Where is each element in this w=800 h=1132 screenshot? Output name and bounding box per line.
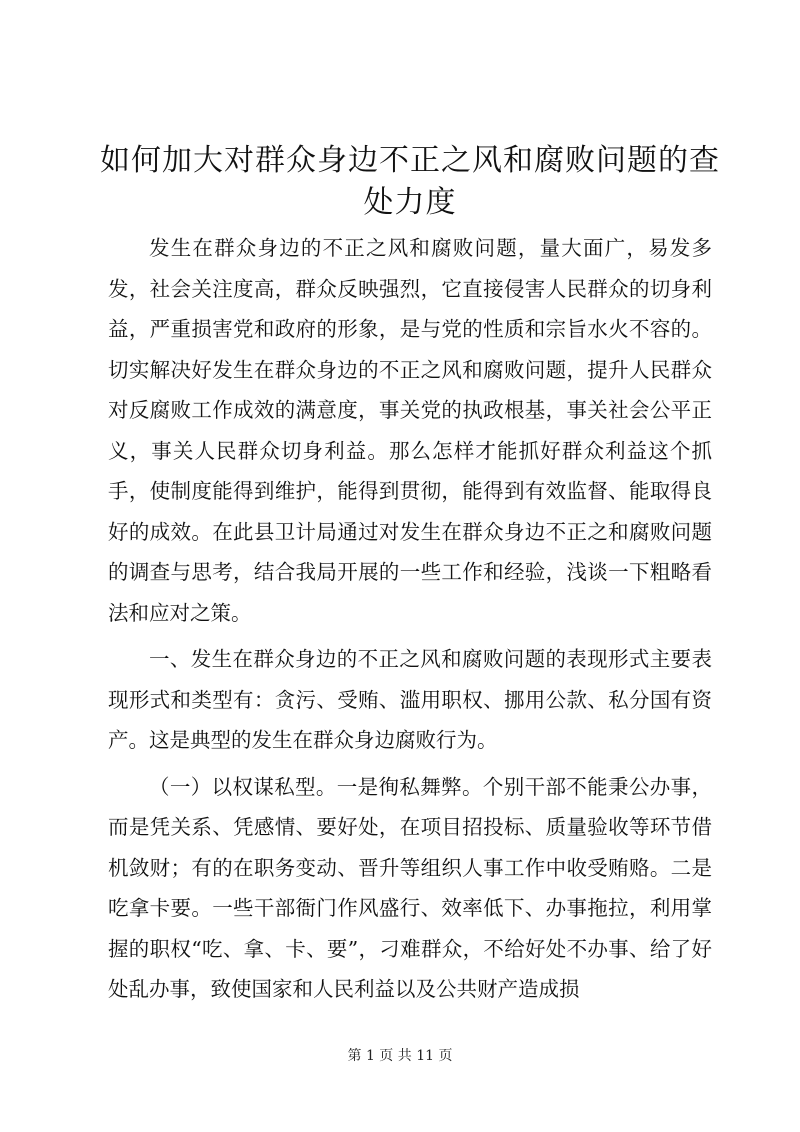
page-footer: 第 1 页 共 11 页	[347, 1048, 453, 1064]
paragraph-section-one: 一、发生在群众身边的不正之风和腐败问题的表现形式主要表现形式和类型有：贪污、受贿、滥用职权、挪用公款、私分国有资产。这是典型的发生在群众身边腐败行为。	[108, 647, 712, 752]
title-line-1: 如何加大对群众身边不正之风和腐败问题的查	[100, 143, 720, 178]
title-line-2: 处力度	[363, 185, 457, 220]
document-body	[108, 228, 712, 1010]
document-title	[100, 140, 720, 224]
paragraph-intro: 发生在群众身边的不正之风和腐败问题，量大面广，易发多发，社会关注度高，群众反映强烈，它直接侵害人民群众的切身利益，严重损害党和政府的形象，是与党的性质和宗旨水火不容的。切实解决好发生在群众身边的不正之风和腐败问题，提升人民群众对反腐败工作成效的满意度，事关党的执政根基，事关社会公平正义，事关人民群众切身利益。那么怎样才能抓好群众利益这个抓手，使制度能得到维护，能得到贯彻，能得到有效监督、能取得良好的成效。在此县卫计局通过对发生在群众身边不正之和腐败问题的调查与思考，结合我局开展的一些工作和经验，浅谈一下粗略看法和应对之策。	[108, 236, 712, 625]
paragraph-subsection-one: （一）以权谋私型。一是徇私舞弊。个别干部不能秉公办事，而是凭关系、凭感情、要好处，在项目招投标、质量验收等环节借机敛财；有的在职务变动、晋升等组织人事工作中收受贿赂。二是吃拿卡要。一些干部衙门作风盛行、效率低下、办事拖拉，利用掌握的职权“吃、拿、卡、要”，刁难群众，不给好处不办事、给了好处乱办事，致使国家和人民利益以及公共财产造成损	[108, 774, 712, 1001]
